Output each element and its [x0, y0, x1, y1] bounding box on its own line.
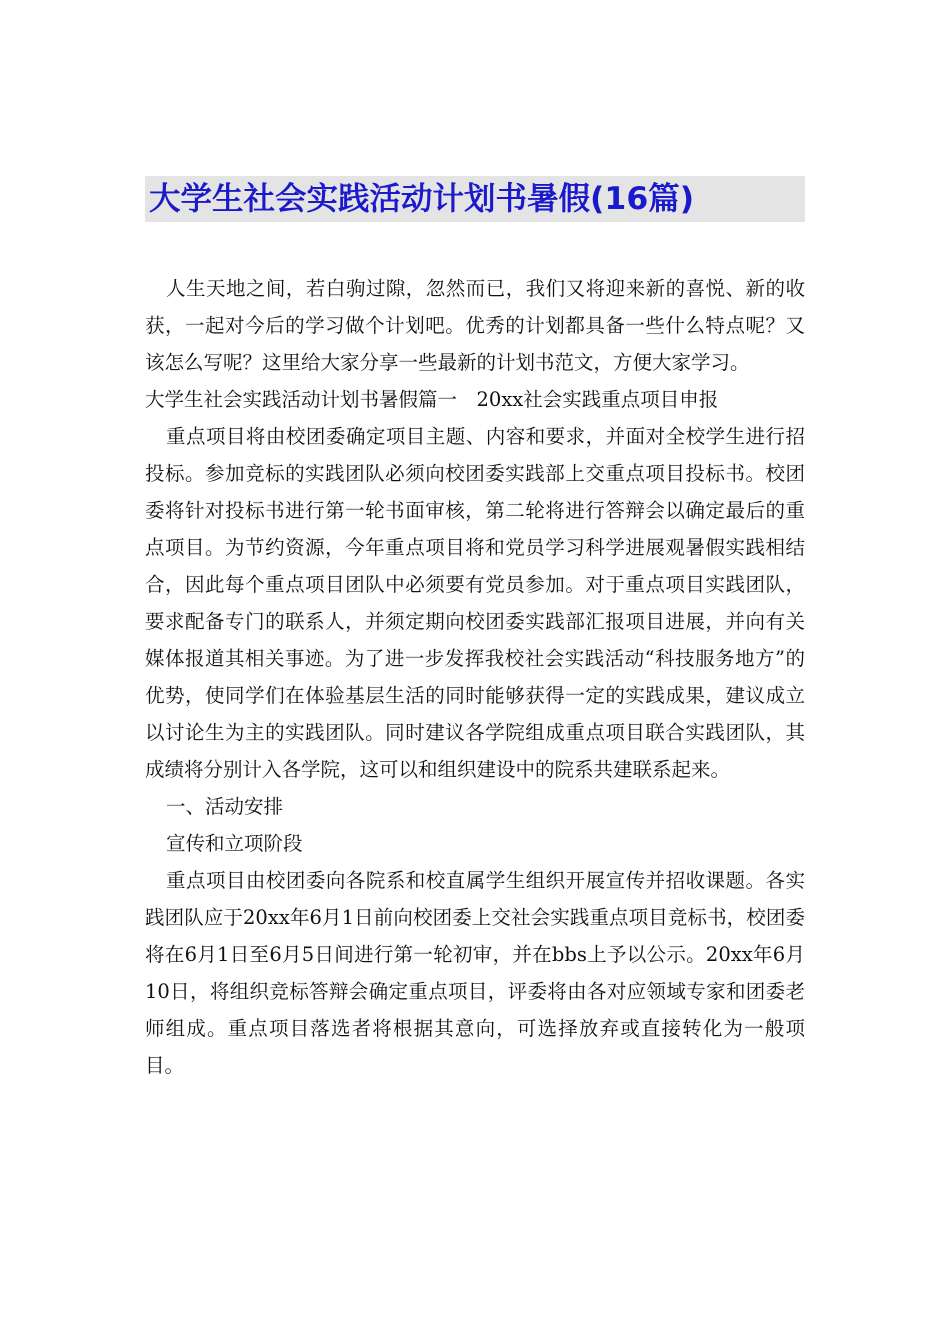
- publicity-phase-heading: 宣传和立项阶段: [166, 832, 303, 855]
- publicity-phase-paragraph: 重点项目由校团委向各院系和校直属学生组织开展宣传并招收课题。各实践团队应于20xx年6月1日前向校团委上交社会实践重点项目竞标书，校团委将在6月1日至6月5日间进行第一轮初审，并在bbs上予以公示。20xx年6月10日，将组织竞标答辩会确定重点项目，评委将由各对应领域专家和团委老师组成。重点项目落选者将根据其意向，可选择放弃或直接转化为一般项目。: [145, 869, 805, 1077]
- activity-arrangement-heading: 一、活动安排: [166, 795, 284, 818]
- document-body: [145, 270, 805, 1084]
- intro-paragraph: 人生天地之间，若白驹过隙，忽然而已，我们又将迎来新的喜悦、新的收获，一起对今后的学习做个计划吧。优秀的计划都具备一些什么特点呢？又该怎么写呢？这里给大家分享一些最新的计划书范文，方便大家学习。: [145, 277, 805, 374]
- section-heading: 大学生社会实践活动计划书暑假篇一 20xx社会实践重点项目申报: [145, 388, 719, 411]
- key-project-paragraph: 重点项目将由校团委确定项目主题、内容和要求，并面对全校学生进行招投标。参加竞标的实践团队必须向校团委实践部上交重点项目投标书。校团委将针对投标书进行第一轮书面审核，第二轮将进行答辩会以确定最后的重点项目。为节约资源，今年重点项目将和党员学习科学进展观暑假实践相结合，因此每个重点项目团队中必须要有党员参加。对于重点项目实践团队，要求配备专门的联系人，并须定期向校团委实践部汇报项目进展，并向有关媒体报道其相关事迹。为了进一步发挥我校社会实践活动“科技服务地方”的优势，使同学们在体验基层生活的同时能够获得一定的实践成果，建议成立以讨论生为主的实践团队。同时建议各学院组成重点项目联合实践团队，其成绩将分别计入各学院，这可以和组织建设中的院系共建联系起来。: [145, 425, 805, 781]
- title-highlight: [145, 176, 805, 222]
- document-title: 大学生社会实践活动计划书暑假(16篇): [149, 181, 695, 217]
